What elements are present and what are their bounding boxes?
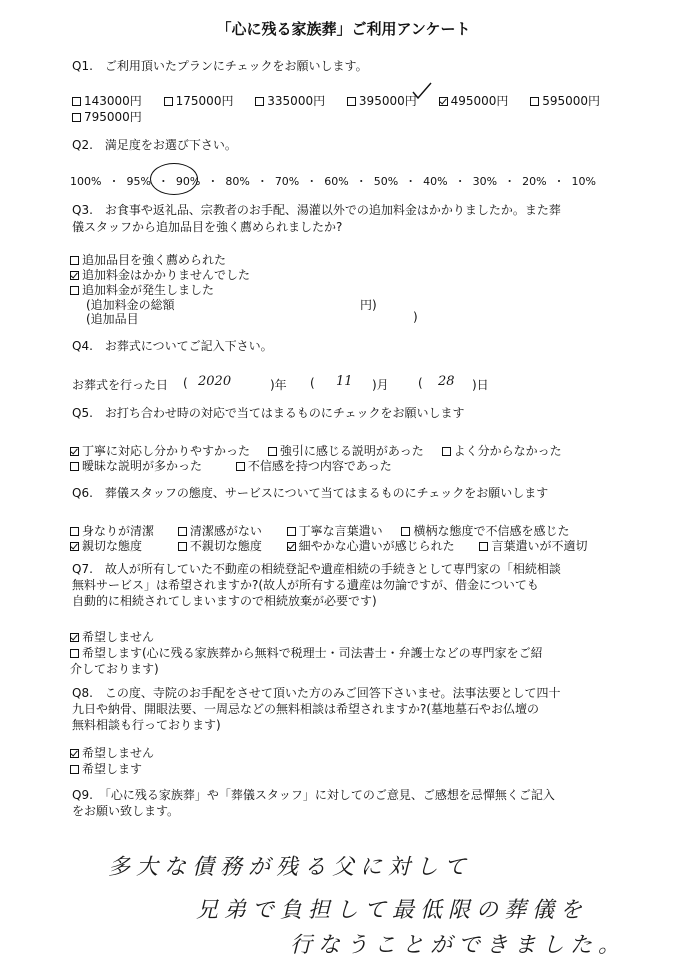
checkbox[interactable]	[70, 462, 79, 471]
q1-question: Q1. ご利用頂いたプランにチェックをお願いします。	[72, 59, 368, 73]
q9-question-line2: をお願い致します。	[72, 804, 180, 818]
checkbox[interactable]	[70, 527, 79, 536]
q5-option[interactable]: 曖昧な説明が多かった	[70, 457, 202, 474]
checkbox[interactable]	[530, 97, 539, 106]
q6-option[interactable]: 親切な態度	[70, 537, 174, 554]
q5-option[interactable]: 不信感を持つ内容であった	[236, 457, 392, 474]
q7-option[interactable]: 希望しません	[70, 628, 154, 645]
checkbox[interactable]	[442, 447, 451, 456]
q7-question-line2: 無料サービス」は希望されますか?(故人が所有する遺産は勿論ですが、借金についても	[72, 578, 539, 592]
satisfaction-option[interactable]: 20%	[522, 175, 547, 188]
q3-question-line2: 儀スタッフから追加品目を強く薦められましたか?	[72, 220, 343, 234]
q6-option[interactable]: 言葉遣いが不適切	[479, 537, 587, 554]
scale-separator: ・	[207, 175, 219, 188]
checkbox-checked[interactable]	[70, 542, 79, 551]
scale-separator: ・	[157, 175, 169, 188]
q8-question-line2: 九日や納骨、開眼法要、一周忌などの無料相談は希望されますか?(墓地墓石やお仏壇の	[72, 702, 540, 716]
q4-date-label: お葬式を行った日	[72, 378, 169, 392]
scale-separator: ・	[108, 175, 120, 188]
satisfaction-option[interactable]: 60%	[324, 175, 349, 188]
checkbox[interactable]	[72, 113, 81, 122]
q1-option[interactable]: 335000円	[255, 92, 325, 109]
handwritten-comment-line2: 兄弟で負担して最低限の葬儀を	[196, 898, 589, 923]
q3-option[interactable]: 追加料金はかかりませんでした	[70, 266, 250, 283]
checkbox-checked[interactable]	[70, 633, 79, 642]
q3-items-label: (追加品目	[86, 312, 139, 326]
q5-options-row2	[70, 457, 392, 474]
satisfaction-option[interactable]: 100%	[70, 175, 102, 188]
satisfaction-option[interactable]: 50%	[373, 175, 399, 188]
q1-option[interactable]: 395000円	[347, 92, 417, 109]
q5-option[interactable]: 丁寧に対応し分かりやすかった	[70, 442, 250, 459]
q3-items-close: )	[413, 310, 418, 324]
scale-separator: ・	[454, 175, 466, 188]
satisfaction-option[interactable]: 10%	[571, 175, 596, 188]
q4-year-unit: )年	[270, 378, 287, 392]
q6-option[interactable]: 不親切な態度	[178, 537, 283, 554]
checkbox-checked[interactable]	[70, 271, 79, 280]
scale-separator: ・	[256, 175, 268, 188]
q6-option[interactable]: 細やかな心遣いが感じられた	[287, 537, 476, 554]
survey-title: 「心に残る家族葬」ご利用アンケート	[216, 20, 471, 38]
q3-total-unit: 円)	[360, 298, 377, 312]
q4-month-value: 11	[336, 374, 353, 389]
q2-question: Q2. 満足度をお選び下さい。	[72, 138, 237, 152]
q1-option[interactable]: 495000円	[439, 92, 509, 109]
q4-day-value: 28	[438, 374, 455, 389]
selected-circle	[150, 163, 201, 195]
q6-question: Q6. 葬儀スタッフの態度、サービスについて当てはまるものにチェックをお願いします	[72, 486, 549, 500]
checkbox[interactable]	[70, 286, 79, 295]
q3-question-line1: Q3. お食事や返礼品、宗教者のお手配、湯灌以外での追加料金はかかりましたか。また葬	[72, 203, 561, 217]
scale-separator: ・	[355, 175, 367, 188]
checkbox[interactable]	[401, 527, 410, 536]
q7-question-line3: 自動的に相続されてしまいますので相続放棄が必要です)	[72, 594, 377, 608]
q8-question-line3: 無料相談も行っております)	[72, 718, 221, 732]
q6-option[interactable]: 身なりが清潔	[70, 522, 174, 539]
handwritten-check-mark	[410, 80, 434, 102]
q1-option[interactable]: 795000円	[72, 108, 142, 125]
q4-question: Q4. お葬式についてご記入下さい。	[72, 339, 273, 353]
checkbox[interactable]	[70, 649, 79, 658]
q6-option[interactable]: 横柄な態度で不信感を感じた	[401, 522, 569, 539]
checkbox-checked[interactable]	[70, 447, 79, 456]
scale-separator: ・	[553, 175, 565, 188]
checkbox-checked[interactable]	[70, 749, 79, 758]
satisfaction-option[interactable]: 95%	[126, 175, 151, 188]
satisfaction-option[interactable]: 30%	[472, 175, 498, 188]
q1-option[interactable]: 175000円	[164, 92, 234, 109]
checkbox[interactable]	[178, 527, 187, 536]
q9-question-line1: Q9. 「心に残る家族葬」や「葬儀スタッフ」に対してのご意見、ご感想を忌憚無くご記入	[72, 788, 555, 802]
handwritten-comment-line1: 多大な債務が残る父に対して	[108, 855, 473, 880]
q8-option[interactable]: 希望しません	[70, 744, 154, 761]
q5-question: Q5. お打ち合わせ時の対応で当てはまるものにチェックをお願いします	[72, 406, 465, 420]
q1-options	[72, 92, 600, 109]
checkbox[interactable]	[236, 462, 245, 471]
checkbox-checked[interactable]	[287, 542, 296, 551]
q7-option[interactable]: 希望します(心に残る家族葬から無料で税理士・司法書士・弁護士などの専門家をご紹	[70, 644, 543, 661]
q3-option[interactable]: 追加品目を強く薦められた	[70, 251, 226, 268]
scale-separator: ・	[405, 175, 417, 188]
q2-scale	[70, 173, 596, 189]
scale-separator: ・	[504, 175, 516, 188]
q3-option[interactable]: 追加料金が発生しました	[70, 281, 214, 298]
handwritten-comment-line3: 行なうことができました。	[290, 933, 627, 958]
satisfaction-option[interactable]: 40%	[423, 175, 448, 188]
q4-day-open: (	[418, 376, 423, 390]
q8-question-line1: Q8. この度、寺院のお手配をさせて頂いた方のみご回答下さいませ。法事法要として四十	[72, 686, 561, 700]
q6-option[interactable]: 清潔感がない	[178, 522, 283, 539]
q1-option[interactable]: 143000円	[72, 92, 142, 109]
q7-option-continued: 介しております)	[70, 662, 159, 676]
checkbox[interactable]	[70, 765, 79, 774]
satisfaction-option[interactable]: 90%	[175, 175, 201, 188]
checkbox[interactable]	[70, 256, 79, 265]
q4-day-unit: )日	[472, 378, 489, 392]
checkbox[interactable]	[287, 527, 296, 536]
q5-option[interactable]: よく分からなかった	[442, 442, 562, 459]
q3-total-label: (追加料金の総額	[86, 298, 175, 312]
q1-option[interactable]: 595000円	[530, 92, 600, 109]
checkbox[interactable]	[72, 97, 81, 106]
checkbox[interactable]	[164, 97, 173, 106]
scale-separator: ・	[306, 175, 318, 188]
q5-option[interactable]: 強引に感じる説明があった	[268, 442, 424, 459]
q6-option[interactable]: 丁寧な言葉遣い	[287, 522, 398, 539]
q8-option[interactable]: 希望します	[70, 760, 142, 777]
satisfaction-option[interactable]: 70%	[274, 175, 300, 188]
checkbox-checked[interactable]	[439, 97, 448, 106]
satisfaction-option[interactable]: 80%	[225, 175, 250, 188]
q4-year-value: 2020	[198, 374, 232, 389]
q7-question-line1: Q7. 故人が所有していた不動産の相続登記や遺産相続の手続きとして専門家の「相続相談	[72, 562, 561, 576]
q4-year-open: (	[183, 376, 188, 390]
checkbox[interactable]	[347, 97, 356, 106]
checkbox[interactable]	[479, 542, 488, 551]
checkbox[interactable]	[268, 447, 277, 456]
checkbox[interactable]	[178, 542, 187, 551]
checkbox[interactable]	[255, 97, 264, 106]
q4-month-unit: )月	[372, 378, 389, 392]
q6-options-row2	[70, 537, 588, 554]
q4-month-open: (	[310, 376, 315, 390]
